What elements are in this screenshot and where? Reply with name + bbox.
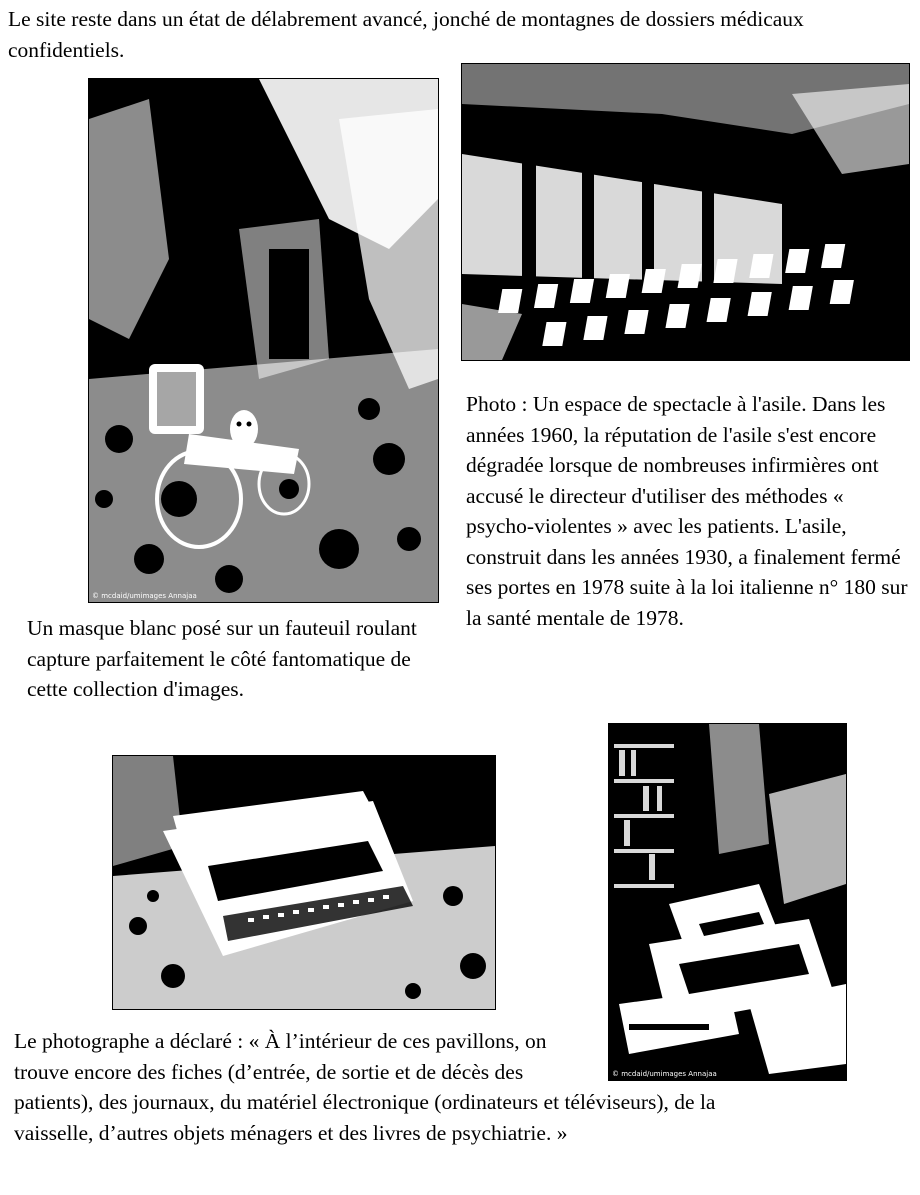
typewriter-photo: [112, 755, 496, 1010]
intro-paragraph: Le site reste dans un état de délabrement avancé, jonché de montagnes de dossiers médicaux confidentiels.: [8, 7, 804, 62]
wheelchair-image: [89, 79, 438, 602]
typewriter-image: [113, 756, 495, 1009]
archive-photo-wrap-spacer: [584, 1026, 914, 1082]
wheelchair-caption: Un masque blanc posé sur un fauteuil roulant capture parfaitement le côté fantomatique de cette collection d'images.: [27, 616, 417, 701]
theater-image: [462, 64, 909, 360]
theater-caption: Photo : Un espace de spectacle à l'asile. Dans les années 1960, la réputation de l'asile s'est encore dégradée lorsque de nombreuses infirmières ont accusé le directeur d'utiliser des méthodes « psycho-violentes » avec les patients. L'asile, construit dans les années 1930, a finalement fermé ses portes en 1978 suite à la loi italienne n° 180 sur la santé mentale de 1978.: [466, 392, 908, 630]
theater-photo: [461, 63, 910, 361]
typewriter-caption-block: [14, 1026, 914, 1148]
photo-credit: © mcdaid/umimages Annajaa: [612, 1070, 717, 1078]
photo-credit: © mcdaid/umimages Annajaa: [92, 592, 197, 600]
typewriter-caption: Le photographe a déclaré : « À l’intérieur de ces pavillons, on trouve encore des fiches (d’entrée, de sortie et de décès des patients), des journaux, du matériel électronique (ordinateurs et téléviseurs), de la vaisselle, d’autres objets ménagers et des livres de psychiatrie. »: [14, 1029, 716, 1145]
wheelchair-photo: [88, 78, 439, 603]
